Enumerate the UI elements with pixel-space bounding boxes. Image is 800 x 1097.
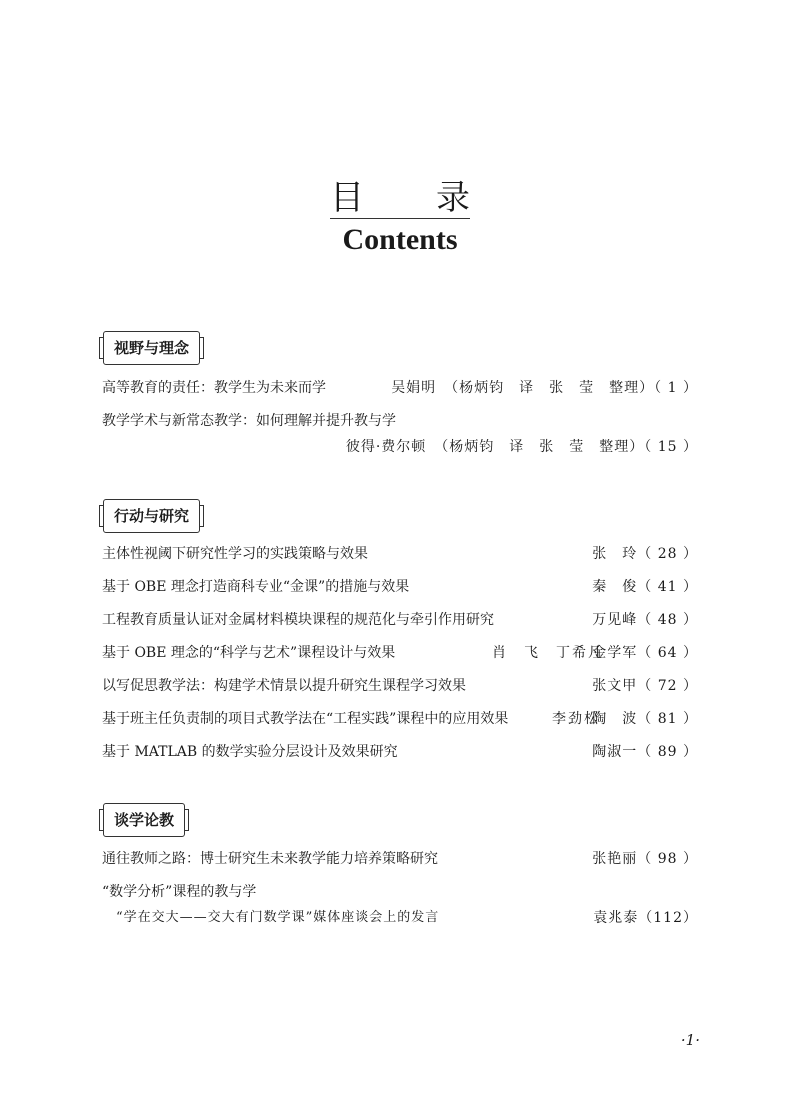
title-char-2: 录 (436, 178, 470, 218)
toc-entry[interactable] (102, 541, 698, 567)
entry-coauthors: 李劲松 (552, 711, 600, 727)
entry-author: 金学军（ 64 ） (592, 645, 698, 661)
entry-author: 彼得·费尔顿 （杨炳钧 译 张 莹 整理）（ 15 ） (345, 439, 698, 455)
section-tag-teaching: 谈学论教 (103, 803, 185, 837)
entry-title: 教学学术与新常态教学：如何理解并提升教与学 (102, 413, 396, 429)
toc-entry[interactable] (102, 408, 698, 434)
title-char-1: 目 (330, 178, 364, 218)
toc-entry[interactable] (102, 706, 698, 732)
entry-author: 张 玲（ 28 ） (592, 546, 698, 562)
entry-author: 秦 俊（ 41 ） (592, 579, 698, 595)
entry-title: 高等教育的责任：教学生为未来而学 (102, 380, 326, 396)
toc-entry-continued[interactable] (102, 434, 698, 460)
toc-entry[interactable] (102, 574, 698, 600)
toc-entry[interactable] (102, 640, 698, 666)
entry-title: 主体性视阈下研究性学习的实践策略与效果 (102, 546, 368, 562)
entry-author: 张艳丽（ 98 ） (592, 851, 698, 867)
entry-title: 工程教育质量认证对金属材料模块课程的规范化与牵引作用研究 (102, 612, 494, 628)
entry-author: 吴娟明 （杨炳钧 译 张 莹 整理）（ 1 ） (391, 380, 698, 396)
entry-author: 陶淑一（ 89 ） (592, 744, 698, 760)
toc-entry[interactable] (102, 673, 698, 699)
entry-title: 以写促思教学法：构建学术情景以提升研究生课程学习效果 (102, 678, 466, 694)
section-tag-action: 行动与研究 (103, 499, 200, 533)
entry-title: 基于班主任负责制的项目式教学法在“工程实践”课程中的应用效果 (102, 711, 509, 727)
entry-title: “数学分析”课程的教与学 (102, 884, 257, 900)
entry-title: 基于 MATLAB 的数学实验分层设计及效果研究 (102, 744, 398, 760)
toc-entry[interactable] (102, 879, 698, 905)
entry-author: 陶 波（ 81 ） (592, 711, 698, 727)
entry-subtitle: “学在交大——交大有门数学课”媒体座谈会上的发言 (116, 910, 440, 925)
toc-entry[interactable] (102, 739, 698, 765)
toc-entry-subtitle[interactable] (102, 905, 698, 931)
entry-title: 基于 OBE 理念打造商科专业“金课”的措施与效果 (102, 579, 410, 595)
section-tag-vision: 视野与理念 (103, 331, 200, 365)
entry-author: 张文甲（ 72 ） (592, 678, 698, 694)
page-title-en: Contents (342, 223, 458, 256)
toc-entry[interactable] (102, 607, 698, 633)
page-number: ·1· (680, 1031, 700, 1049)
entry-title: 基于 OBE 理念的“科学与艺术”课程设计与效果 (102, 645, 396, 661)
entry-title: 通往教师之路：博士研究生未来教学能力培养策略研究 (102, 851, 438, 867)
entry-author: 袁兆泰（112） (593, 910, 698, 926)
page-title-cn (330, 178, 470, 218)
entry-author: 万见峰（ 48 ） (592, 612, 698, 628)
title-divider (330, 218, 470, 219)
toc-entry[interactable] (102, 846, 698, 872)
entry-coauthors: 肖 飞 丁希凡 (492, 645, 604, 661)
toc-entry[interactable] (102, 375, 698, 401)
